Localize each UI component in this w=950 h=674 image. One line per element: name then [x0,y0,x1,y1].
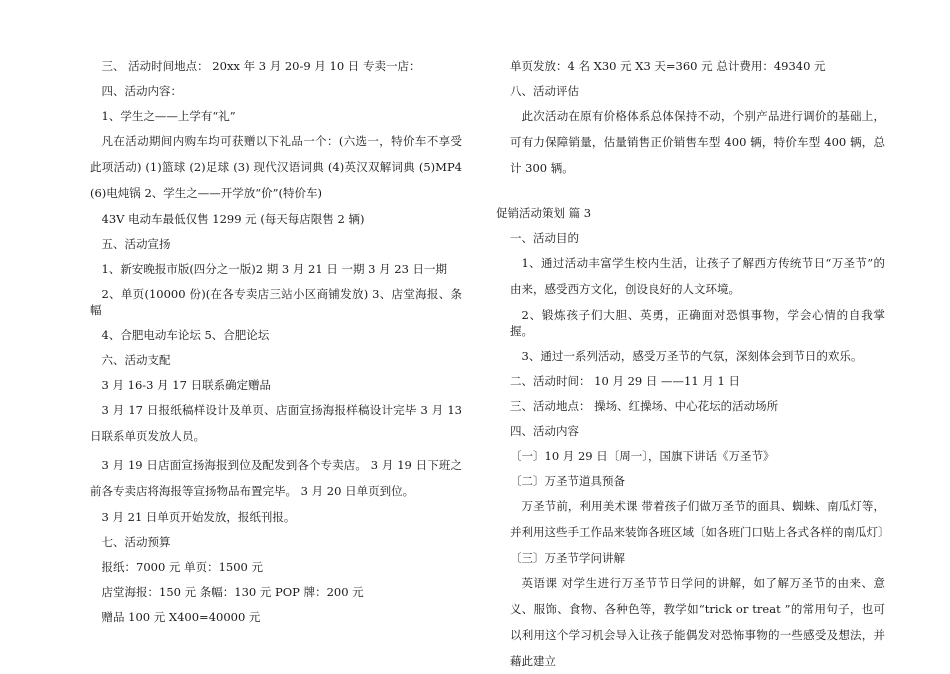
promo-forum: 4、合肥电动车论坛 5、合肥论坛 [101,328,270,342]
promo-flyer: 2、单页(10000 份)(在各专卖店三站小区商铺发放) 3、店堂海报、条幅 [90,287,462,317]
budget-3: 赠品 100 元 X400=40000 元 [101,610,261,624]
left-column [90,58,462,625]
schedule-3: 3 月 19 日店面宣扬海报到位及配发到各个专卖店。 3 月 19 日下班之前各专卖店将海报等宣扬物品布置完毕。 3 月 20 日单页到位。 [90,458,462,498]
evaluation-text: 此次活动在原有价格体系总体保持不动，个别产品进行调价的基础上，可有力保障销量，估量销售正价销售车型 400 辆，特价车型 400 辆，总计 300 辆。 [510,109,885,175]
flyer-budget-total: 单页发放：4 名 X30 元 X3 天=360 元 总计费用：49340 元 [510,59,826,73]
schedule-1: 3 月 16-3 月 17 日联系确定赠品 [101,378,272,392]
budget-2: 店堂海报：150 元 条幅：130 元 POP 牌：200 元 [101,585,364,599]
event-time: 二、活动时间： 10 月 29 日 ——11 月 1 日 [510,374,740,388]
special-price-line: 43V 电动车最低仅售 1299 元 (每天每店限售 2 辆) [101,212,365,226]
content-item-3: 〔三〕万圣节学问讲解 [510,551,625,565]
section-6-heading: 六、活动支配 [101,353,171,367]
goal-2: 2、锻炼孩子们大胆、英勇，正确面对恐惧事物，学会心情的自我掌握。 [510,308,885,338]
schedule-2: 3 月 17 日报纸稿样设计及单页、店面宣扬海报样稿设计完毕 3 月 13 日联系单页发放人员。 [90,403,462,443]
knowledge-description: 英语课 对学生进行万圣节节日学问的讲解，如了解万圣节的由来、意义、服饰、食物、各种色等，教学如“trick or treat ”的常用句子，也可以利用这个学习机会导入让孩子能偶发对恐怖事物的一些感受及想法，并藉此建立 [510,576,885,668]
content-item-2: 〔二〕万圣节道具预备 [510,474,625,488]
section-7-heading: 七、活动预算 [101,535,171,549]
content-item-1: 〔一〕10 月 29 日〔周一〕，国旗下讲话《万圣节》 [510,449,775,463]
goal-1: 1、通过活动丰富学生校内生活，让孩子了解西方传统节日“万圣节”的由来，感受西方文化，创设良好的人文环境。 [510,256,885,296]
section-5-heading: 五、活动宣扬 [101,237,171,251]
props-description: 万圣节前，利用美术课 带着孩子们做万圣节的面具、蜘蛛、南瓜灯等，并利用这些手工作品来装饰各班区域〔如各班门口贴上各式各样的南瓜灯〕 [510,499,890,539]
content-heading: 四、活动内容 [510,424,579,438]
schedule-4: 3 月 21 日单页开始发放，报纸刊报。 [101,510,296,524]
section-3-time-place: 三、 活动时间地点： 20xx 年 3 月 20-9 月 10 日 专卖一店： [101,59,421,73]
goal-heading: 一、活动目的 [510,231,579,245]
event-place: 三、活动地点： 操场、红操场、中心花坛的活动场所 [510,399,779,413]
section-4-heading: 四、活动内容： [101,84,182,98]
article-title: 促销活动策划 篇 3 [496,206,592,220]
promo-newspaper: 1、新安晚报市版(四分之一版)2 期 3 月 21 日 一期 3 月 23 日一期 [101,262,448,276]
budget-1: 报纸：7000 元 单页：1500 元 [101,560,263,574]
section-8-heading: 八、活动评估 [510,84,579,98]
gift-description: 凡在活动期间内购车均可获赠以下礼品一个：(六选一，特价车不享受此项活动) (1)篮球 (2)足球 (3) 现代汉语词典 (4)英汉双解词典 (5)MP4 (6)电炖锅 2、学生之——开学放“价”(特价车) [90,134,462,200]
goal-3: 3、通过一系列活动，感受万圣节的气氛，深刻体会到节日的欢乐。 [521,349,863,363]
right-column [496,58,890,674]
item-student-gift: 1、学生之——上学有“礼” [101,109,236,123]
